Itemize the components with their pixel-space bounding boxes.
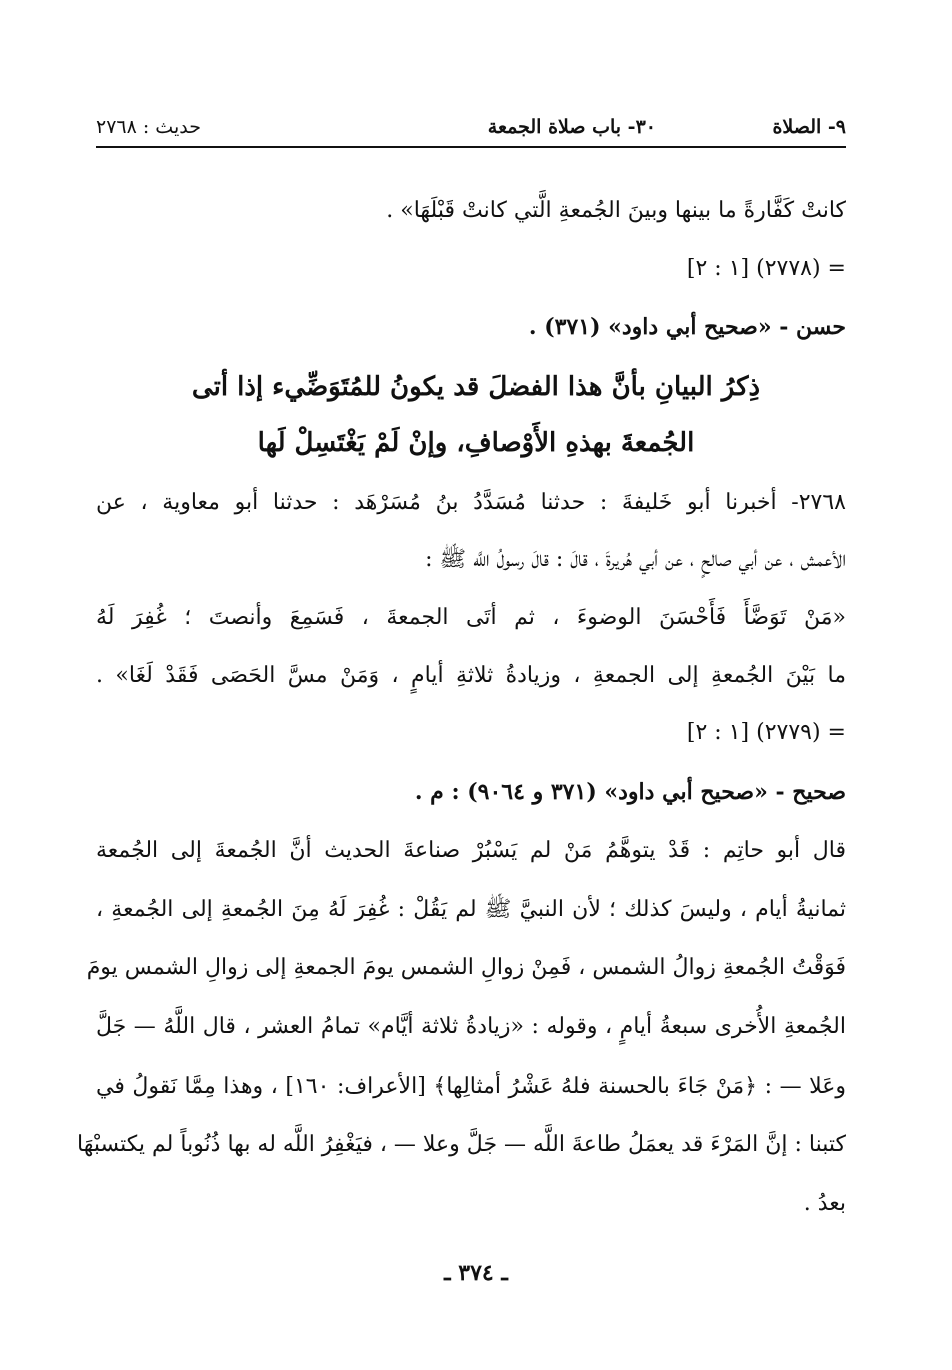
hadith-isnad-line: ٢٧٦٨- أخبرنا أبو خَليفةَ : حدثنا مُسَدَّدُ بنُ مُسَرْهَد : حدثنا أبو معاوية ، عن xyxy=(96,490,846,515)
cross-reference: = (٢٧٧٨) [١ : ٢] xyxy=(686,256,846,281)
text-line: كانتْ كَفَّارةً ما بينها وبينَ الجُمعةِ الَّتي كانتْ قَبْلَهَا» . xyxy=(386,198,846,223)
commentary-line: قال أبو حاتِم : قَدْ يتوهَّمُ مَنْ لم يَسْبُرْ صناعةَ الحديث أنَّ الجُمعةَ إلى الجُمعة xyxy=(96,838,846,863)
commentary-line: فَوَقْتُ الجُمعةِ زوالُ الشمس ، فَمِنْ زوالِ الشمس يومَ الجمعةِ إلى زوالِ الشمس يومَ xyxy=(86,955,846,980)
grading-note: صحيح - «صحيح أبي داود» (٣٧١ و ٩٠٦٤) : م . xyxy=(414,779,846,805)
commentary-line: كتبنا : إنَّ المَرْءَ قد يعمَلُ طاعةَ اللَّه — جَلَّ وعلا — ، فيَغْفِرُ اللَّه له بها ذُنُوباً لم يكتسبْهَا xyxy=(77,1132,846,1157)
chapter-heading-line2: الجُمعةَ بهذهِ الأَوْصافِ، وإنْ لَمْ يَغْتَسِلْ لَها xyxy=(257,428,695,458)
hadith-isnad-line: الأعمش ، عن أبي صالحٍ ، عن أبي هُريرةَ ، قالَ : قالَ رسولُ اللَّه ﷺ : xyxy=(425,547,846,572)
hadith-matn-line: «مَنْ تَوَضَّأَ فَأَحْسَنَ الوضوءَ ، ثم أتَى الجمعةَ ، فَسَمِعَ وأنصتَ ؛ غُفِرَ لَهُ xyxy=(96,605,847,630)
chapter-title: ٩- الصلاة xyxy=(772,116,846,138)
commentary-line: ثمانيةُ أيام ، وليسَ كذلك ؛ لأن النبيَّ ﷺ لم يَقُلْ : غُفِرَ لَهُ مِنَ الجُمعةِ إلى الجُمعةِ ، xyxy=(96,897,846,922)
cross-reference: = (٢٧٧٩) [١ : ٢] xyxy=(686,720,846,745)
commentary-line: الجُمعةِ الأُخرى سبعةُ أيامٍ ، وقوله : «زيادةُ ثلاثة أيَّام» تمامُ العشر ، قال اللَّهُ — جَلَّ xyxy=(96,1014,846,1039)
section-title: ٣٠- باب صلاة الجمعة xyxy=(487,116,656,138)
commentary-line: وعَلا — : ﴿مَنْ جَاءَ بالحسنة فلهُ عَشْرُ أمثالِها﴾ [الأعراف: ١٦٠] ، وهذا مِمَّا نَقولُ في xyxy=(96,1074,846,1099)
chapter-heading-line1: ذِكرُ البيانِ بأنَّ هذا الفضلَ قد يكونُ للمُتَوَضِّيء إذا أتى xyxy=(191,372,761,402)
grading-note: حسن - «صحيح أبي داود» (٣٧١) . xyxy=(528,314,846,340)
page-number: ـ ٣٧٤ ـ xyxy=(444,1260,508,1286)
hadith-reference: حديث : ٢٧٦٨ xyxy=(96,116,201,138)
commentary-line: بعدُ . xyxy=(803,1191,846,1216)
running-header xyxy=(96,112,846,148)
hadith-matn-line: ما بَيْنَ الجُمعةِ إلى الجمعةِ ، وزيادةُ ثلاثةِ أيامٍ ، وَمَنْ مسَّ الحَصَى فَقَدْ لَغَا» . xyxy=(96,663,846,688)
